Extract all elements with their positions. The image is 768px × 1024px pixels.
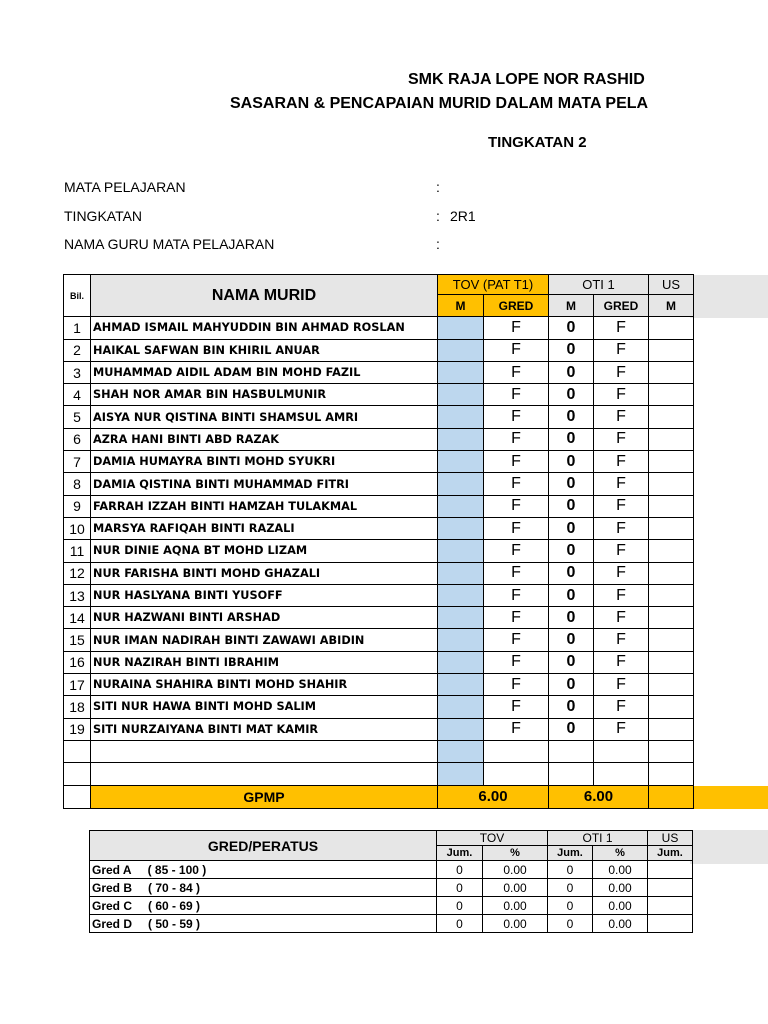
tov-percent: 0.00 — [483, 861, 548, 879]
table-row — [64, 763, 694, 785]
student-name[interactable]: NUR FARISHA BINTI MOHD GHAZALI — [91, 562, 438, 584]
tov-grade-cell: F — [484, 718, 549, 740]
us-mark-cell[interactable] — [649, 740, 694, 762]
overflow-header-strip — [690, 275, 768, 318]
tov-grade-cell: F — [484, 428, 549, 450]
tov-count: 0 — [437, 879, 483, 897]
info-label-form: TINGKATAN — [64, 208, 143, 224]
us-mark-cell[interactable] — [649, 384, 694, 406]
us-mark-cell[interactable] — [649, 317, 694, 339]
us-mark-cell[interactable] — [649, 339, 694, 361]
tov-mark-cell[interactable] — [438, 540, 484, 562]
info-value-form[interactable]: 2R1 — [450, 208, 476, 224]
grade-label-cell — [90, 879, 437, 897]
oti-grade-cell: F — [594, 406, 649, 428]
oti-grade-cell: F — [594, 629, 649, 651]
tov-grade-cell: F — [484, 361, 549, 383]
tov-grade-cell — [484, 763, 549, 785]
student-name[interactable]: NUR NAZIRAH BINTI IBRAHIM — [91, 651, 438, 673]
table-row — [64, 562, 694, 584]
oti-grade-cell: F — [594, 384, 649, 406]
us-mark-cell[interactable] — [649, 674, 694, 696]
table-row — [64, 495, 694, 517]
us-mark-cell[interactable] — [649, 361, 694, 383]
oti-count: 0 — [548, 915, 593, 933]
row-number: 11 — [64, 540, 91, 562]
report-subtitle: SASARAN & PENCAPAIAN MURID DALAM MATA PELA — [230, 95, 649, 112]
row-number: 6 — [64, 428, 91, 450]
oti-mark-cell[interactable]: 0 — [549, 473, 594, 495]
table-row — [64, 428, 694, 450]
us-mark-cell[interactable] — [649, 495, 694, 517]
us-mark-cell[interactable] — [649, 651, 694, 673]
table-row — [64, 517, 694, 539]
oti-mark-cell[interactable]: 0 — [549, 406, 594, 428]
tov-mark-cell[interactable] — [438, 406, 484, 428]
tov-mark-cell[interactable] — [438, 473, 484, 495]
table-row — [64, 696, 694, 718]
row-number — [64, 740, 91, 762]
tov-grade-cell: F — [484, 674, 549, 696]
row-number: 10 — [64, 517, 91, 539]
grade-name: Gred A — [92, 862, 132, 877]
grade-range: ( 50 - 59 ) — [148, 916, 201, 931]
us-count — [648, 879, 693, 897]
student-name[interactable]: DAMIA HUMAYRA BINTI MOHD SYUKRI — [91, 451, 438, 473]
table-row — [64, 584, 694, 606]
table-row — [64, 451, 694, 473]
row-number: 5 — [64, 406, 91, 428]
oti-grade-cell: F — [594, 317, 649, 339]
table-row — [64, 473, 694, 495]
grade-name: Gred B — [92, 880, 133, 895]
us-count — [648, 915, 693, 933]
tov-mark-cell[interactable] — [438, 339, 484, 361]
tov-mark-cell[interactable] — [438, 451, 484, 473]
tov-grade-cell: F — [484, 495, 549, 517]
oti-mark-cell[interactable] — [549, 763, 594, 785]
tov-mark-cell[interactable] — [438, 495, 484, 517]
tov-grade-cell: F — [484, 339, 549, 361]
us-mark-cell[interactable] — [649, 540, 694, 562]
oti-grade-cell: F — [594, 428, 649, 450]
oti-mark-cell[interactable]: 0 — [549, 540, 594, 562]
header-oti1: OTI 1 — [549, 275, 649, 295]
student-table — [63, 274, 694, 809]
table-row — [64, 540, 694, 562]
grade-header-tov: TOV — [437, 831, 548, 846]
header-tov: TOV (PAT T1) — [438, 275, 549, 295]
student-name[interactable]: AHMAD ISMAIL MAHYUDDIN BIN AHMAD ROSLAN — [91, 317, 438, 339]
oti-grade-cell: F — [594, 584, 649, 606]
tov-percent: 0.00 — [483, 879, 548, 897]
tov-grade-cell: F — [484, 696, 549, 718]
tov-count: 0 — [437, 861, 483, 879]
student-name[interactable]: HAIKAL SAFWAN BIN KHIRIL ANUAR — [91, 339, 438, 361]
oti-grade-cell: F — [594, 651, 649, 673]
row-number: 12 — [64, 562, 91, 584]
tov-count: 0 — [437, 897, 483, 915]
tov-mark-cell[interactable] — [438, 629, 484, 651]
table-row — [64, 651, 694, 673]
table-row — [64, 718, 694, 740]
row-number: 14 — [64, 607, 91, 629]
tov-mark-cell[interactable] — [438, 607, 484, 629]
oti-grade-cell: F — [594, 361, 649, 383]
info-colon-subject: : — [436, 179, 440, 195]
tov-mark-cell[interactable] — [438, 317, 484, 339]
us-mark-cell[interactable] — [649, 763, 694, 785]
row-number: 16 — [64, 651, 91, 673]
oti-count: 0 — [548, 879, 593, 897]
student-name[interactable]: SITI NUR HAWA BINTI MOHD SALIM — [91, 696, 438, 718]
oti-grade-cell: F — [594, 674, 649, 696]
tov-grade-cell: F — [484, 406, 549, 428]
us-mark-cell[interactable] — [649, 473, 694, 495]
student-name[interactable]: MUHAMMAD AIDIL ADAM BIN MOHD FAZIL — [91, 361, 438, 383]
oti-mark-cell[interactable]: 0 — [549, 451, 594, 473]
overflow-grade-header-strip — [690, 830, 768, 864]
oti-grade-cell — [594, 763, 649, 785]
table-row — [64, 607, 694, 629]
table-row — [64, 740, 694, 762]
oti-mark-cell[interactable]: 0 — [549, 696, 594, 718]
grade-row — [90, 861, 693, 879]
tov-mark-cell[interactable] — [438, 584, 484, 606]
table-row — [64, 406, 694, 428]
tov-grade-cell: F — [484, 540, 549, 562]
tov-mark-cell[interactable] — [438, 562, 484, 584]
us-mark-cell[interactable] — [649, 696, 694, 718]
grade-range: ( 60 - 69 ) — [148, 898, 201, 913]
row-number: 18 — [64, 696, 91, 718]
oti-mark-cell[interactable]: 0 — [549, 317, 594, 339]
oti-mark-cell[interactable]: 0 — [549, 562, 594, 584]
grade-row — [90, 915, 693, 933]
table-row — [64, 384, 694, 406]
tov-mark-cell[interactable] — [438, 763, 484, 785]
grade-row — [90, 897, 693, 915]
gpmp-tov-value: 6.00 — [438, 785, 549, 808]
oti-count: 0 — [548, 861, 593, 879]
student-name[interactable]: SHAH NOR AMAR BIN HASBULMUNIR — [91, 384, 438, 406]
us-mark-cell[interactable] — [649, 562, 694, 584]
oti-mark-cell[interactable]: 0 — [549, 339, 594, 361]
grade-label-cell — [90, 915, 437, 933]
tov-grade-cell: F — [484, 473, 549, 495]
oti-mark-cell[interactable]: 0 — [549, 629, 594, 651]
us-mark-cell[interactable] — [649, 584, 694, 606]
oti-grade-cell: F — [594, 451, 649, 473]
oti-grade-cell: F — [594, 540, 649, 562]
oti-percent: 0.00 — [593, 861, 648, 879]
tov-grade-cell: F — [484, 517, 549, 539]
grade-header-tov-jum: Jum. — [437, 846, 483, 861]
student-name[interactable]: NUR HAZWANI BINTI ARSHAD — [91, 607, 438, 629]
tov-grade-cell: F — [484, 629, 549, 651]
oti-mark-cell[interactable]: 0 — [549, 584, 594, 606]
table-row — [64, 674, 694, 696]
table-row — [64, 317, 694, 339]
row-number: 4 — [64, 384, 91, 406]
oti-percent: 0.00 — [593, 897, 648, 915]
row-number: 7 — [64, 451, 91, 473]
header-tov-gred: GRED — [484, 295, 549, 317]
tov-mark-cell[interactable] — [438, 740, 484, 762]
student-name[interactable]: NUR HASLYANA BINTI YUSOFF — [91, 584, 438, 606]
oti-percent: 0.00 — [593, 879, 648, 897]
table-row — [64, 361, 694, 383]
oti-mark-cell[interactable]: 0 — [549, 495, 594, 517]
oti-grade-cell: F — [594, 718, 649, 740]
grade-row — [90, 879, 693, 897]
oti-mark-cell[interactable]: 0 — [549, 674, 594, 696]
row-number: 19 — [64, 718, 91, 740]
oti-grade-cell: F — [594, 339, 649, 361]
tov-grade-cell: F — [484, 584, 549, 606]
tov-grade-cell: F — [484, 607, 549, 629]
tov-mark-cell[interactable] — [438, 428, 484, 450]
us-count — [648, 861, 693, 879]
grade-header-oti-jum: Jum. — [548, 846, 593, 861]
oti-mark-cell[interactable]: 0 — [549, 384, 594, 406]
info-colon-form: : — [436, 208, 440, 224]
grade-header-us: US — [648, 831, 693, 846]
grade-header-tov-pct: % — [483, 846, 548, 861]
tov-grade-cell: F — [484, 651, 549, 673]
tov-mark-cell[interactable] — [438, 651, 484, 673]
oti-mark-cell[interactable]: 0 — [549, 517, 594, 539]
tov-grade-cell: F — [484, 317, 549, 339]
header-oti-gred: GRED — [594, 295, 649, 317]
student-name[interactable]: DAMIA QISTINA BINTI MUHAMMAD FITRI — [91, 473, 438, 495]
student-name[interactable]: NUR IMAN NADIRAH BINTI ZAWAWI ABIDIN — [91, 629, 438, 651]
row-number: 17 — [64, 674, 91, 696]
tov-mark-cell[interactable] — [438, 718, 484, 740]
tov-grade-cell: F — [484, 451, 549, 473]
row-number: 1 — [64, 317, 91, 339]
table-row — [64, 339, 694, 361]
oti-grade-cell: F — [594, 607, 649, 629]
student-name[interactable]: NURAINA SHAHIRA BINTI MOHD SHAHIR — [91, 674, 438, 696]
tov-mark-cell[interactable] — [438, 361, 484, 383]
row-number: 9 — [64, 495, 91, 517]
student-name[interactable]: MARSYA RAFIQAH BINTI RAZALI — [91, 517, 438, 539]
grade-range: ( 70 - 84 ) — [148, 880, 201, 895]
oti-grade-cell: F — [594, 696, 649, 718]
grade-name: Gred C — [92, 898, 133, 913]
grade-label-cell — [90, 861, 437, 879]
student-name[interactable]: AISYA NUR QISTINA BINTI SHAMSUL AMRI — [91, 406, 438, 428]
tov-grade-cell: F — [484, 384, 549, 406]
us-mark-cell[interactable] — [649, 428, 694, 450]
student-name[interactable] — [91, 763, 438, 785]
header-us-m: M — [649, 295, 694, 317]
gpmp-blank-cell — [64, 785, 91, 808]
tov-percent: 0.00 — [483, 915, 548, 933]
info-colon-teacher: : — [436, 236, 440, 252]
grade-header-oti-pct: % — [593, 846, 648, 861]
header-name: NAMA MURID — [91, 275, 438, 317]
us-mark-cell[interactable] — [649, 718, 694, 740]
tov-grade-cell — [484, 740, 549, 762]
student-name[interactable] — [91, 740, 438, 762]
oti-percent: 0.00 — [593, 915, 648, 933]
oti-mark-cell[interactable]: 0 — [549, 607, 594, 629]
row-number: 3 — [64, 361, 91, 383]
grade-header-oti1: OTI 1 — [548, 831, 648, 846]
oti-mark-cell[interactable]: 0 — [549, 428, 594, 450]
info-label-subject: MATA PELAJARAN — [64, 179, 186, 195]
oti-grade-cell — [594, 740, 649, 762]
row-number: 13 — [64, 584, 91, 606]
school-name: SMK RAJA LOPE NOR RASHID — [408, 71, 645, 88]
row-number: 15 — [64, 629, 91, 651]
oti-grade-cell: F — [594, 562, 649, 584]
oti-mark-cell[interactable]: 0 — [549, 651, 594, 673]
gpmp-row — [64, 785, 694, 808]
student-name[interactable]: AZRA HANI BINTI ABD RAZAK — [91, 428, 438, 450]
us-mark-cell[interactable] — [649, 451, 694, 473]
oti-grade-cell: F — [594, 473, 649, 495]
us-mark-cell[interactable] — [649, 517, 694, 539]
grade-summary-table — [89, 830, 693, 933]
grade-range: ( 85 - 100 ) — [147, 862, 207, 877]
tov-mark-cell[interactable] — [438, 517, 484, 539]
info-label-teacher: NAMA GURU MATA PELAJARAN — [64, 236, 275, 252]
form-level: TINGKATAN 2 — [488, 134, 587, 151]
header-tov-m: M — [438, 295, 484, 317]
us-count — [648, 897, 693, 915]
tov-count: 0 — [437, 915, 483, 933]
row-number: 8 — [64, 473, 91, 495]
tov-grade-cell: F — [484, 562, 549, 584]
tov-mark-cell[interactable] — [438, 696, 484, 718]
row-number: 2 — [64, 339, 91, 361]
grade-name: Gred D — [92, 916, 133, 931]
table-row — [64, 629, 694, 651]
row-number — [64, 763, 91, 785]
us-mark-cell[interactable] — [649, 607, 694, 629]
student-name[interactable]: FARRAH IZZAH BINTI HAMZAH TULAKMAL — [91, 495, 438, 517]
us-mark-cell[interactable] — [649, 406, 694, 428]
us-mark-cell[interactable] — [649, 629, 694, 651]
oti-grade-cell: F — [594, 517, 649, 539]
grade-header-us-jum: Jum. — [648, 846, 693, 861]
gpmp-label: GPMP — [91, 785, 438, 808]
oti-mark-cell[interactable]: 0 — [549, 361, 594, 383]
tov-mark-cell[interactable] — [438, 384, 484, 406]
student-name[interactable]: SITI NURZAIYANA BINTI MAT KAMIR — [91, 718, 438, 740]
gpmp-oti-value: 6.00 — [549, 785, 649, 808]
header-us: US — [649, 275, 694, 295]
header-bil: Bil. — [64, 275, 91, 317]
oti-count: 0 — [548, 897, 593, 915]
gpmp-us-value — [649, 785, 694, 808]
overflow-gpmp-strip — [690, 786, 768, 809]
grade-header-label: GRED/PERATUS — [90, 831, 437, 861]
oti-mark-cell[interactable] — [549, 740, 594, 762]
oti-grade-cell: F — [594, 495, 649, 517]
oti-mark-cell[interactable]: 0 — [549, 718, 594, 740]
tov-mark-cell[interactable] — [438, 674, 484, 696]
student-name[interactable]: NUR DINIE AQNA BT MOHD LIZAM — [91, 540, 438, 562]
header-oti-m: M — [549, 295, 594, 317]
grade-label-cell — [90, 897, 437, 915]
tov-percent: 0.00 — [483, 897, 548, 915]
